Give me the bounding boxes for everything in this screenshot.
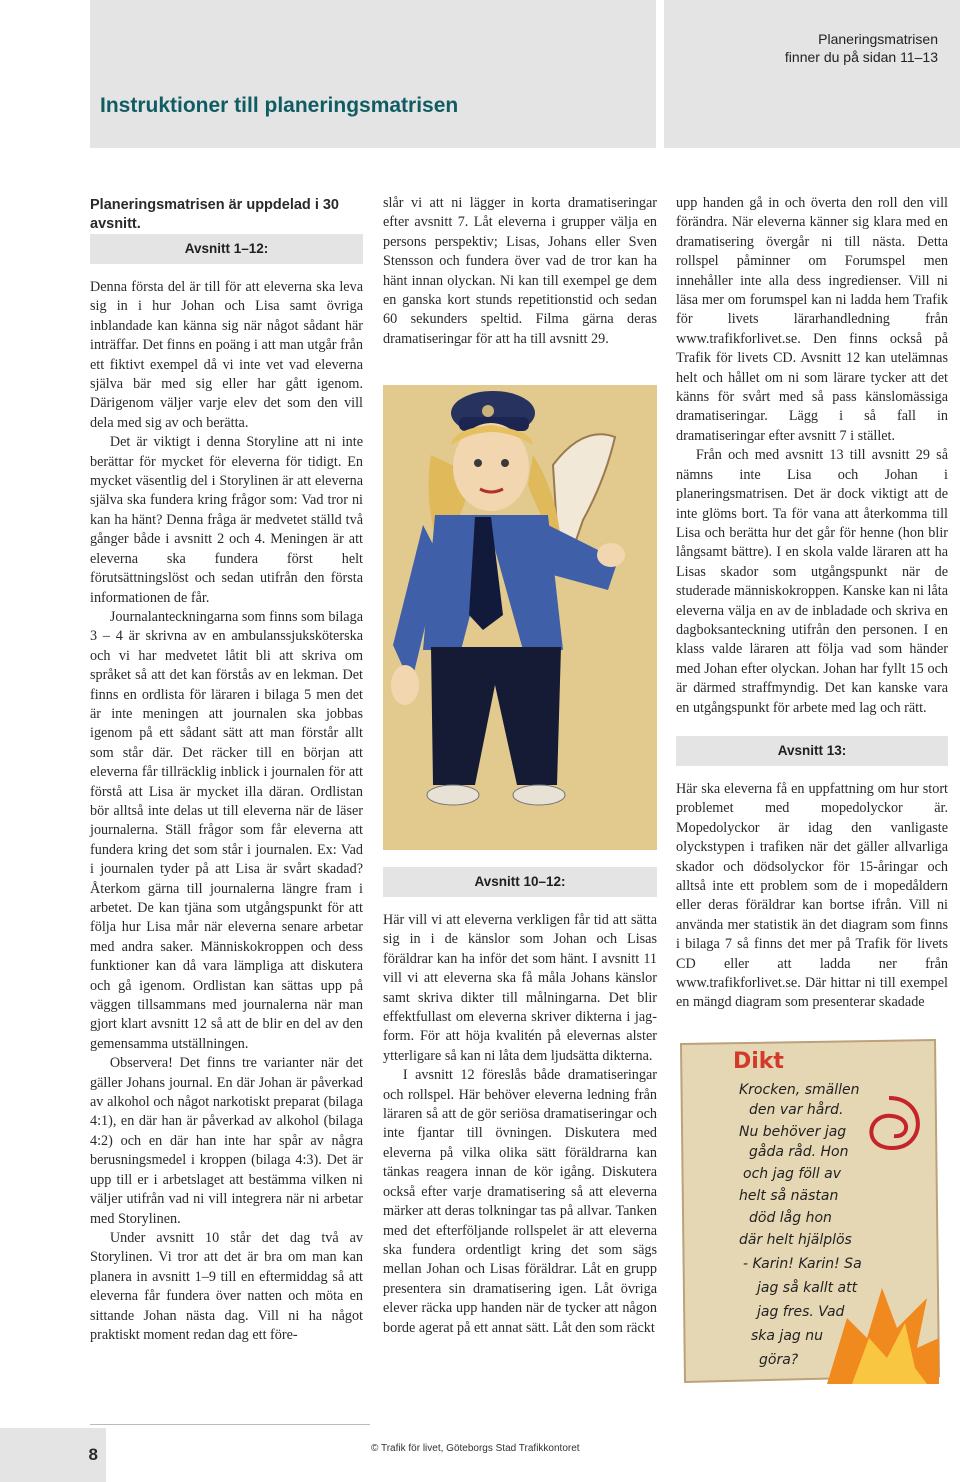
paragraph: I avsnitt 12 föreslås både dramatiseringar och rollspel. Här behöver eleverna ledning från läraren så att de gör seriösa dramatiseringar och inte fjantar till övningen. Diskutera med eleverna på vilka olika sätt föräldrarna kan tänkas reagera innan de kör igång. Diskutera också efter varje dramatisering så att eleverna märker att deras tolkningar tas på allvar. Tanken med det efterföljande rollspelet är att eleverna ska fundera ordentligt kring det som sägs mellan Johan och Lisas föräldrar. Låt en grupp presentera sin dramatisering igen. Låt övriga elever räcka upp handen när de tycker att någon borde agerat på ett annat sätt. Låt den som räckt <box>383 1067 657 1336</box>
copyright: © Trafik för livet, Göteborgs Stad Trafikkontoret <box>371 1443 580 1454</box>
footer-divider <box>90 1424 370 1425</box>
poem-line: den var hård. <box>749 1102 844 1118</box>
column-2-top <box>383 194 657 349</box>
page-number-box <box>0 1428 106 1482</box>
poem-line: helt så nästan <box>739 1188 839 1204</box>
section-heading-13: Avsnitt 13: <box>676 736 948 766</box>
paragraph: Här ska eleverna få en uppfattning om hur stort problemet med mopedolyckor är. Mopedolyckor är idag den vanligaste olyckstypen i trafiken när det gäller allvarliga skador och dödsolyckor för 15-åringar och alltså inte ett problem som de i mopedåldern eller deras föräldrar kan bortse ifrån. Vill ni använda mer statistik än det diagram som finns i bilaga 7 så finns det mer på Trafik för livets CD eller att ladda ner från www.trafikforlivet.se. Där hittar ni till exempel en mängd diagram som presenterar skadade <box>676 780 948 1011</box>
column-2-bottom <box>383 867 657 1338</box>
paragraph: Det är viktigt i denna Storyline att ni inte berättar för mycket för eleverna för tidigt. En mycket väsentlig del i Storylinen är att eleverna själva ska fundera kring frågor som: Vad tror ni kan ha hänt? Denna fråga är medvetet ställd två gånger både i avsnitt 2 och 4. Meningen är att eleverna ska fundera först helt förutsättningslöst och sedan utifrån den första informationen de får. <box>90 434 363 606</box>
paragraph: Här vill vi att eleverna verkligen får tid att sätta sig in i de känslor som Johan och Lisas föräldrar kan ha inför det som hänt. I avsnitt 11 vill vi att eleverna ska få måla Johans känslor samt skriva dikter till målningarna. Det blir effektfullast om eleverna skriver dikterna i jag-form. För att höja kvalitén på elevernas alster ytterligare så kan ni låta dem ljudsätta dikterna. <box>383 912 657 1064</box>
poem-line: Nu behöver jag <box>739 1124 847 1140</box>
poem-line: göra? <box>759 1352 799 1368</box>
handwritten-poem-image <box>677 1038 941 1384</box>
reference-panel <box>664 0 960 148</box>
poem-line: jag fres. Vad <box>757 1304 845 1320</box>
section-heading-10-12: Avsnitt 10–12: <box>383 867 657 897</box>
page-reference-line2: finner du på sidan 11–13 <box>784 49 938 65</box>
poem-line: död låg hon <box>749 1210 832 1226</box>
page-title: Instruktioner till planeringsmatrisen <box>100 94 459 117</box>
poem-line: Krocken, smällen <box>739 1082 860 1098</box>
intro-heading: Planeringsmatrisen är uppdelad i 30 avsnitt. <box>90 197 339 232</box>
paragraph: Under avsnitt 10 står det dag två av Storylinen. Vi tror att det är bra om man kan planera in avsnitt 1–9 till en eftermiddag så att eleverna får fundera över natten och möta en sittande Johan nästa dag. Vill ni ha något praktiskt moment redan dag ett före- <box>90 1229 363 1343</box>
poem-line: där helt hjälplös <box>739 1232 852 1248</box>
column-1 <box>90 196 363 1345</box>
page-number: 8 <box>88 1445 98 1464</box>
poem-line: - Karin! Karin! Sa <box>743 1256 862 1272</box>
poem-line: och jag föll av <box>743 1166 841 1182</box>
column-3 <box>676 194 948 1013</box>
paragraph: Observera! Det finns tre varianter när det gäller Johans journal. En där Johan är påverkad av alkohol och något narkotiskt preparat (bilaga 4:1), en där han är påverkad av alkohol (bilaga 4:2) och en där han inte har spår av några berusningsmedel i kroppen (bilaga 4:3). Det är upp till er i arbetslaget att bestämma vilken ni väljer utifrån vad ni vill integrera när ni arbetar med Storylinen. <box>90 1055 363 1227</box>
paragraph: Från och med avsnitt 13 till avsnitt 29 så nämns inte Lisa och Johan i planeringsmatrisen. Det är dock viktigt att de inte glöms bort. Ta för vana att återkomma till Lisa och berätta hur det går för henne (hon blir långsamt bättre). I en skola valde läraren att ha Lisas skador som utgångspunkt när de studerade människokroppen. Kanske kan ni låta eleverna välja en av de inbladade och skriva en dagboksanteckning utifrån den personen. I en klass valde läraren att följa vad som händer med Johan efter olyckan. Johan har fyllt 15 och är därmed straffmyndig. Det kan kanske vara en utgångspunkt för arbete med lag och rätt. <box>676 447 948 716</box>
paragraph: Journalanteckningarna som finns som bilaga 3 – 4 är skrivna av en ambulanssjuksköterska och vi har medvetet låtit bli att skriva om språket så att det kan förstås av en lekman. Det finns en ordlista för läraren i bilaga 5 men det är inte meningen att journalen ska jobbas igenom på ett sådant sätt att man förstår allt som står där. Det räcker till en början att eleverna får tillräcklig inblick i journalen för att förstå att Lisa är mycket illa däran. Ordlistan bör alltså inte delas ut till eleverna när de läser journalerna. Ställ frågor som får eleverna att fundera kring det som står i journalen. Ex: Vad i journalen tyder på att Lisa är svårt skadad? Återkom gärna till journalerna längre fram i arbetet. De kan tjäna som utgångspunkt för att följa hur Lisa mår när eleverna senare arbetar med andra saker. Människokroppen och dess funktioner kan då vara lämpliga att diskutera och gå igenom. Ordlistan kan sättas upp på väggen tillsammans med journalerna när man gjort klart avsnitt 12 så att de blir en del av den gemensamma utställningen. <box>90 608 363 1052</box>
page-reference-line1: Planeringsmatrisen <box>818 31 938 47</box>
page-reference <box>785 30 938 66</box>
poem-line: jag så kallt att <box>757 1280 858 1296</box>
paragraph: upp handen gå in och överta den roll den vill förändra. När eleverna känner sig klara med en dramatisering övergår ni till nästa. Detta rollspel påminner om Forumspel men innehåller inte alla dess ingredienser. Vill ni läsa mer om forumspel kan ni ladda hem Trafik för livets lärarhandledning från www.trafikforlivet.se. Den finns också på Trafik för livets CD. Avsnitt 12 kan utelämnas helt och hållet om ni som lärare tycker att det känns för svårt med så pass känslomässiga dramatiseringar. Lägg i så fall in dramatiseringar efter avsnitt 7 i stället. <box>676 195 948 444</box>
section-heading-1-12: Avsnitt 1–12: <box>90 234 363 264</box>
poem-line: gåda råd. Hon <box>749 1144 849 1160</box>
paragraph: slår vi att ni lägger in korta dramatiseringar efter avsnitt 7. Låt eleverna i grupper välja en persons perspektiv; Lisas, Johans eller Sven Stensson och fundera över vad de tror kan ha hänt innan olyckan. Ni kan till exempel ge dem en ganska kort stunds repetitionstid och sedan 60 sekunders speltid. Filma gärna deras dramatiseringar för att ha till avsnitt 29. <box>383 195 657 347</box>
police-figure-image <box>383 385 657 850</box>
poem-title: Dikt <box>733 1049 784 1074</box>
header-panel <box>90 0 656 148</box>
poem-line: ska jag nu <box>751 1328 823 1344</box>
paragraph: Denna första del är till för att eleverna ska leva sig in i hur Johan och Lisa samt övriga inblandade kan känna sig när något sådant här inträffar. Det finns en poäng i att man utgår från ett fiktivt exempel då vi inte vet vad eleverna själva bär med sig eller har gått igenom. Därigenom väljer varje elev det som den vill dela med sig av och berätta. <box>90 279 363 431</box>
